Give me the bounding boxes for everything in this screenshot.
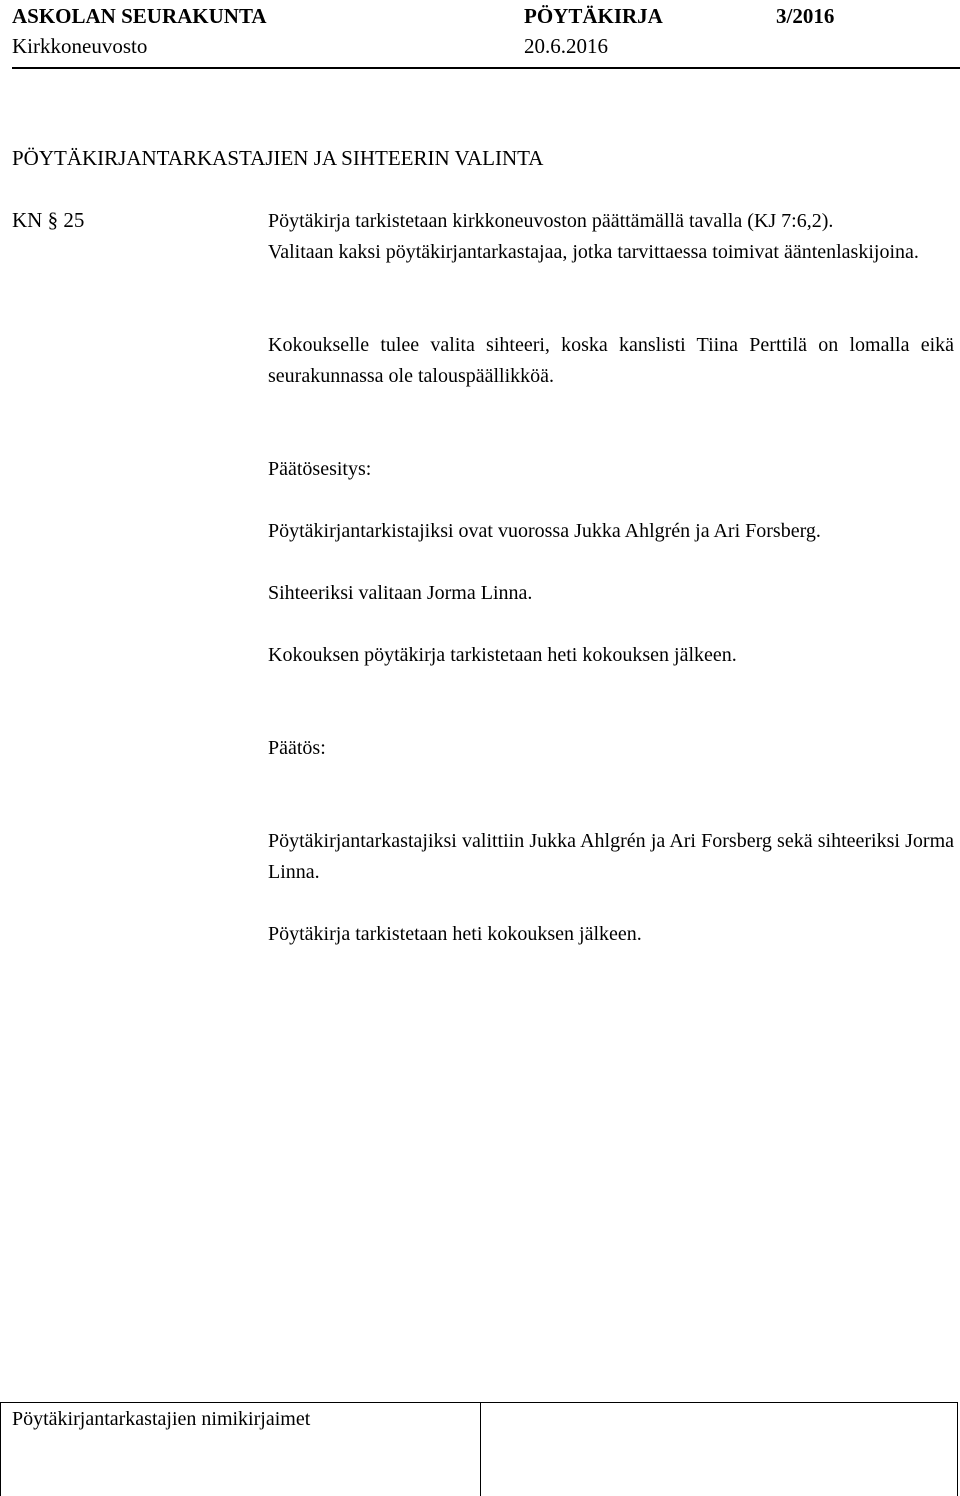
decision-paragraph-1: Pöytäkirjantarkastajiksi valittiin Jukka Ahlgrén ja Ari Forsberg sekä sihteeriksi Jorma Linna.	[268, 830, 954, 883]
paragraph-1-line-2: Valitaan kaksi pöytäkirjantarkastajaa, jotka tarvittaessa toimivat ääntenlaskijoina.	[268, 241, 919, 263]
initials-label: Pöytäkirjantarkastajien nimikirjaimet	[12, 1408, 311, 1430]
header-rule	[12, 67, 960, 69]
proposal-line-3: Kokouksen pöytäkirja tarkistetaan heti kokouksen jälkeen.	[268, 644, 737, 666]
paragraph-2: Kokoukselle tulee valita sihteeri, koska kanslisti Tiina Perttilä on lomalla eikä seurakunnassa ole talouspäällikköä.	[268, 334, 954, 387]
decision-label: Päätös:	[268, 737, 326, 759]
section-title: PÖYTÄKIRJANTARKASTAJIEN JA SIHTEERIN VALINTA	[12, 146, 544, 170]
document-number: 3/2016	[776, 4, 835, 28]
organization-name: ASKOLAN SEURAKUNTA	[12, 4, 267, 28]
decision-paragraph-2: Pöytäkirja tarkistetaan heti kokouksen jälkeen.	[268, 923, 642, 945]
meeting-date: 20.6.2016	[524, 34, 608, 58]
proposal-label: Päätösesitys:	[268, 458, 372, 480]
initials-box-divider	[480, 1402, 481, 1496]
item-number: KN § 25	[12, 208, 85, 232]
body-name: Kirkkoneuvosto	[12, 34, 148, 58]
document-type: PÖYTÄKIRJA	[524, 4, 663, 28]
proposal-line-1: Pöytäkirjantarkistajiksi ovat vuorossa Jukka Ahlgrén ja Ari Forsberg.	[268, 520, 821, 542]
proposal-line-2: Sihteeriksi valitaan Jorma Linna.	[268, 582, 533, 604]
paragraph-1-line-1: Pöytäkirja tarkistetaan kirkkoneuvoston päättämällä tavalla (KJ 7:6,2).	[268, 210, 834, 232]
